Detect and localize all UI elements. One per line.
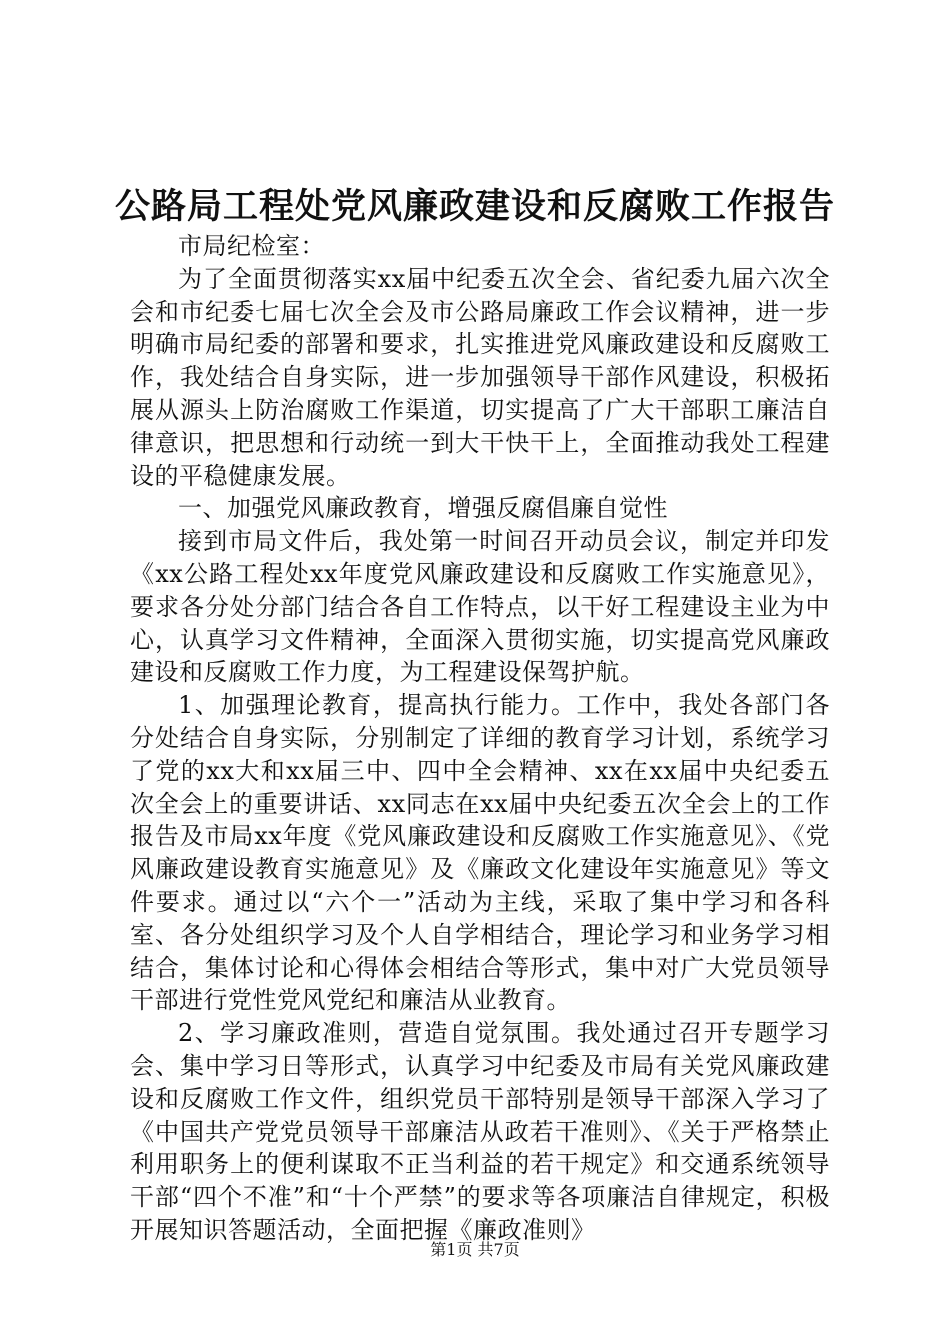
document-title: 公路局工程处党风廉政建设和反腐败工作报告	[114, 186, 835, 227]
body-paragraph: 2、学习廉政准则，营造自觉氛围。我处通过召开专题学习会、集中学习日等形式，认真学习中纪委及市局有关党风廉政建设和反腐败工作文件，组织党员干部特别是领导干部深入学习了《中国共产党党员领导干部廉洁从政若干准则》、《关于严格禁止利用职务上的便利谋取不正当利益的若干规定》和交通系统领导干部“四个不准”和“十个严禁”的要求等各项廉洁自律规定，积极开展知识答题活动，全面把握《廉政准则》	[130, 1019, 830, 1244]
intro-paragraph: 为了全面贯彻落实xx届中纪委五次全会、省纪委九届六次全会和市纪委七届七次全会及市公路局廉政工作会议精神，进一步明确市局纪委的部署和要求，扎实推进党风廉政建设和反腐败工作，我处结合自身实际，进一步加强领导干部作风建设，积极拓展从源头上防治腐败工作渠道，切实提高了广大干部职工廉洁自律意识，把思想和行动统一到大干快干上，全面推动我处工程建设的平稳健康发展。	[130, 264, 830, 490]
page-footer: 第1页 共7页	[430, 1240, 520, 1259]
body-paragraph: 接到市局文件后，我处第一时间召开动员会议，制定并印发《xx公路工程处xx年度党风廉政建设和反腐败工作实施意见》，要求各分处分部门结合各自工作特点，以干好工程建设主业为中心，认真学习文件精神，全面深入贯彻实施，切实提高党风廉政建设和反腐败工作力度，为工程建设保驾护航。	[130, 527, 830, 687]
body-paragraph: 1、加强理论教育，提高执行能力。工作中，我处各部门各分处结合自身实际，分别制定了详细的教育学习计划，系统学习了党的xx大和xx届三中、四中全会精神、xx在xx届中央纪委五次全会上的重要讲话、xx同志在xx届中央纪委五次全会上的工作报告及市局xx年度《党风廉政建设和反腐败工作实施意见》、《党风廉政建设教育实施意见》及《廉政文化建设年实施意见》等文件要求。通过以“六个一”活动为主线，采取了集中学习和各科室、各分处组织学习及个人自学相结合，理论学习和业务学习相结合，集体讨论和心得体会相结合等形式，集中对广大党员领导干部进行党性党风党纪和廉洁从业教育。	[130, 691, 830, 1015]
section-heading: 一、加强党风廉政教育，增强反腐倡廉自觉性	[178, 494, 668, 523]
document-body	[130, 230, 830, 1247]
salutation: 市局纪检室：	[178, 232, 325, 260]
